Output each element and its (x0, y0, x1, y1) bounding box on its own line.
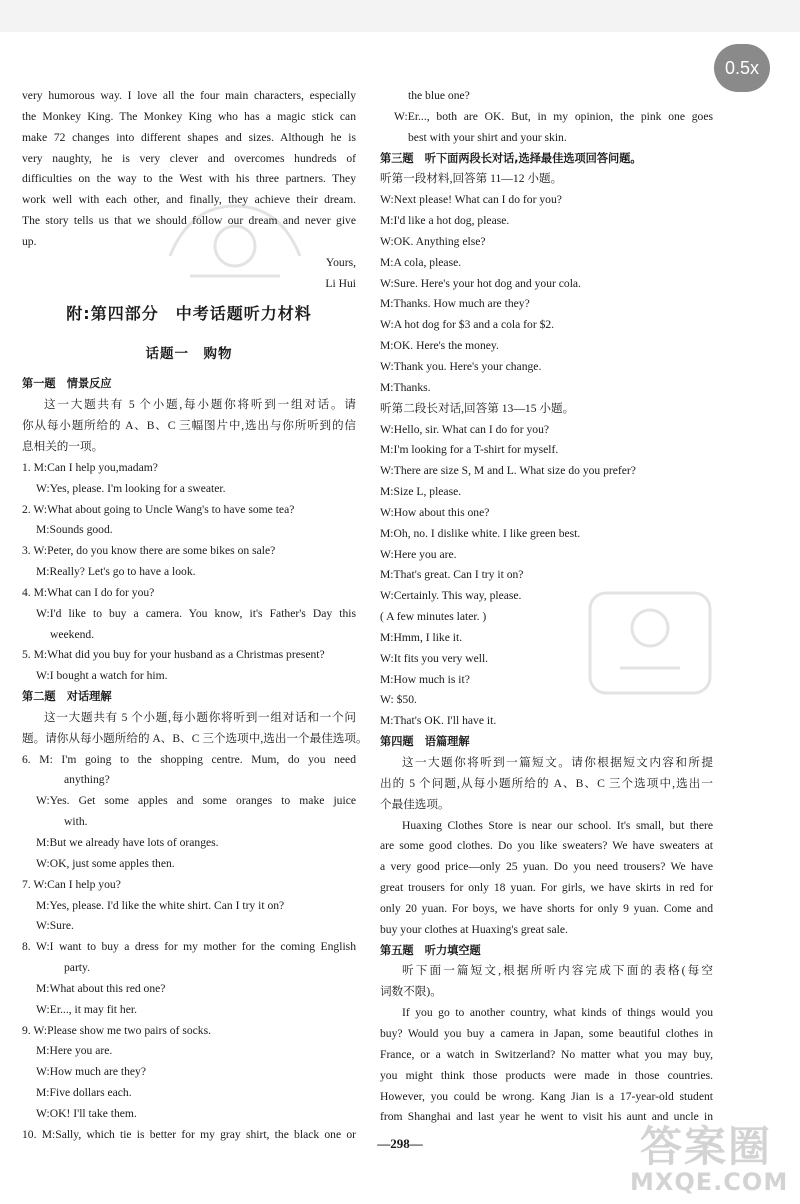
dialogue-line: 7. W:Can I help you? (22, 877, 121, 891)
letter-line: very naughty, he is very clever and overcomes hundreds of (22, 151, 356, 165)
dialogue-line: M:I'd like a hot dog, please. (380, 214, 510, 228)
instructions-line: 个最佳选项。 (380, 797, 450, 811)
dialogue-line: W:Next please! What can I do for you? (380, 193, 562, 207)
dialogue-line: anything? (64, 773, 110, 787)
dialogue-line: W:Sure. (36, 919, 74, 933)
dialogue-line: W:Er..., both are OK. But, in my opinion, the pink one goes (394, 109, 713, 123)
dialogue-line: M:What about this red one? (36, 981, 166, 995)
dialogue-line: M:Hmm, I like it. (380, 630, 463, 644)
dialogue-line: M:Here you are. (36, 1044, 113, 1058)
instructions-line: 听下面一篇短文,根据所听内容完成下面的表格(每空 (402, 964, 713, 978)
dialogue-line: W:It fits you very well. (380, 651, 489, 665)
instructions-line: 出的 5 个问题,从每小题所给的 A、B、C 三个选项中,选出一 (380, 776, 713, 790)
dialogue-line: W:Yes. Get some apples and some oranges to make juice (36, 794, 356, 808)
passage-line: Huaxing Clothes Store is near our school. It's small, but there (402, 818, 713, 832)
dialogue-line: M:A cola, please. (380, 255, 462, 269)
dialogue-line: 1. M:Can I help you,madam? (22, 460, 158, 474)
instructions-line: 这一大题你将听到一篇短文。请你根据短文内容和所提 (402, 756, 713, 769)
letter-line: work well with each other, and finally, they achieve their dream. (22, 193, 356, 207)
letter-closing: Yours, (325, 255, 356, 269)
dialogue-line: 2. W:What about going to Uncle Wang's to have some tea? (22, 502, 295, 516)
instructions-line: 你从每小题所给的 A、B、C 三幅图片中,选出与你所听到的信 (22, 419, 356, 433)
left-column (22, 86, 368, 1146)
passage-line: France, or a watch in Switzerland? No matter what you may buy, (380, 1047, 713, 1061)
dialogue-line: party. (64, 961, 90, 975)
dialogue-line: M:Oh, no. I dislike white. I like green best. (380, 526, 581, 540)
letter-signature: Li Hui (325, 276, 356, 290)
dialogue-line: ( A few minutes later. ) (380, 610, 487, 624)
dialogue-line: W:OK, just some apples then. (36, 856, 175, 870)
dialogue-line: M:Yes, please. I'd like the white shirt. Can I try it on? (36, 898, 285, 912)
dialogue-line: W:A hot dog for $3 and a cola for $2. (380, 318, 555, 332)
dialogue-line: W:Here you are. (380, 547, 457, 561)
letter-line: The story tells us that we should follow our dream and never give (22, 214, 356, 228)
instructions-line: 息相关的一项。 (22, 439, 104, 453)
dialogue-line: W:Er..., it may fit her. (36, 1002, 137, 1016)
instructions-line: 词数不限)。 (380, 985, 442, 999)
dialogue-line: W: $50. (380, 693, 417, 707)
dialogue-line: W:Sure. Here's your hot dog and your cola. (380, 276, 581, 290)
topic-title: 话题一 购物 (145, 346, 233, 363)
dialogue-line: W:OK. Anything else? (380, 234, 486, 248)
passage-line: only 20 yuan. For boys, we have shorts for only 9 yuan. Come and (380, 901, 713, 915)
dialogue-line: W:There are size S, M and L. What size do you prefer? (380, 464, 636, 478)
dialogue-line: W:Hello, sir. What can I do for you? (380, 422, 550, 436)
dialogue-intro: 听第一段材料,回答第 11—12 小题。 (380, 172, 563, 186)
dialogue-line: with. (64, 815, 88, 829)
dialogue-line: W:OK! I'll take them. (36, 1106, 137, 1120)
section-heading: 第五题 听力填空题 (380, 943, 481, 957)
passage-line: buy? Would you buy a camera in Japan, some beautiful clothes in (380, 1026, 713, 1040)
passage-line: from Shanghai and last year he went to visit his aunt and uncle in (380, 1110, 713, 1124)
dialogue-line: 10. M:Sally, which tie is better for my gray shirt, the black one or (22, 1127, 356, 1141)
letter-line: difficulties on the way to the West with his three partners. They (22, 172, 356, 186)
dialogue-line: 3. W:Peter, do you know there are some bikes on sale? (22, 544, 276, 558)
dialogue-line: M:Thanks. (380, 380, 431, 394)
dialogue-line: weekend. (50, 627, 95, 641)
dialogue-line: M:I'm looking for a T-shirt for myself. (380, 443, 559, 457)
dialogue-line: 4. M:What can I do for you? (22, 585, 155, 599)
passage-line: you might think those products were made in those countries. (380, 1068, 713, 1082)
dialogue-line: W:Certainly. This way, please. (380, 589, 522, 603)
passage-line: buy your clothes at Huaxing's great sale. (380, 922, 568, 936)
dialogue-intro: 听第二段长对话,回答第 13—15 小题。 (380, 401, 575, 415)
dialogue-line: W:How much are they? (36, 1065, 146, 1079)
passage-line: a very good price—only 25 yuan. Do you need trousers? We have (380, 860, 713, 874)
appendix-title: 附:第四部分 中考话题听力材料 (66, 304, 312, 324)
dialogue-line: best with your shirt and your skin. (408, 130, 567, 144)
dialogue-line: M:But we already have lots of oranges. (36, 836, 219, 849)
dialogue-line: W:I'd like to buy a camera. You know, it's Father's Day this (36, 606, 356, 620)
section-heading: 第一题 情景反应 (22, 377, 112, 391)
dialogue-line: M:How much is it? (380, 672, 470, 686)
page-number: —298— (377, 1136, 423, 1151)
dialogue-line: M:That's OK. I'll have it. (380, 714, 497, 728)
passage-line: great trousers for only 18 yuan. For girls, we have skirts in red for (380, 881, 713, 895)
dialogue-line: 6. M: I'm going to the shopping centre. Mum, do you need (22, 752, 356, 766)
brand-watermark-cn: 答案圈 (640, 1122, 773, 1171)
dialogue-line: W:Thank you. Here's your change. (380, 359, 542, 373)
letter-line: very humorous way. I love all the four main characters, especially (22, 89, 356, 102)
dialogue-line: M:Really? Let's go to have a look. (36, 565, 196, 579)
dialogue-line: M:Five dollars each. (36, 1086, 132, 1100)
dialogue-line: the blue one? (408, 89, 470, 102)
instructions-line: 题。请你从每小题所给的 A、B、C 三个选项中,选出一个最佳选项。 (22, 731, 368, 745)
passage-line: If you go to another country, what kinds of things would you (402, 1006, 713, 1020)
dialogue-line: M:Sounds good. (36, 523, 113, 537)
dialogue-line: M:Size L, please. (380, 485, 462, 499)
dialogue-line: W:How about this one? (380, 505, 490, 519)
dialogue-line: 8. W:I want to buy a dress for my mother for the coming English (22, 940, 356, 954)
brand-watermark-en: MXQE.COM (630, 1168, 789, 1196)
passage-line: are some good clothes. Do you like sweaters? We have sweaters at (380, 839, 713, 853)
dialogue-line: W:I bought a watch for him. (36, 669, 168, 683)
dialogue-line: 5. M:What did you buy for your husband as a Christmas present? (22, 648, 325, 662)
section-heading: 第二题 对话理解 (22, 690, 112, 704)
section-heading: 第四题 语篇理解 (380, 735, 470, 749)
instructions-line: 这一大题共有 5 个小题,每小题你将听到一组对话。请 (44, 398, 356, 412)
right-column (380, 86, 713, 1128)
brand-watermark (600, 1108, 800, 1204)
letter-line: up. (22, 234, 37, 248)
letter-line: make 72 changes into different shapes and sizes. Although he is (22, 130, 356, 144)
dialogue-line: W:Yes, please. I'm looking for a sweater. (36, 481, 226, 495)
dialogue-line: M:That's great. Can I try it on? (380, 568, 524, 582)
instructions-line: 这一大题共有 5 个小题,每小题你将听到一组对话和一个问 (44, 710, 356, 724)
section-heading: 第三题 听下面两段长对话,选择最佳选项回答问题。 (380, 151, 642, 165)
zoom-level-badge[interactable]: 0.5x (714, 44, 770, 92)
viewer-top-bar (0, 0, 800, 32)
letter-line: the Monkey King. The Monkey King who has a magic stick can (22, 109, 356, 123)
dialogue-line: 9. W:Please show me two pairs of socks. (22, 1023, 212, 1037)
dialogue-line: M:OK. Here's the money. (380, 339, 499, 353)
dialogue-line: M:Thanks. How much are they? (380, 297, 530, 311)
passage-line: However, you could be wrong. Kang Jian is a 17-year-old student (380, 1089, 713, 1103)
